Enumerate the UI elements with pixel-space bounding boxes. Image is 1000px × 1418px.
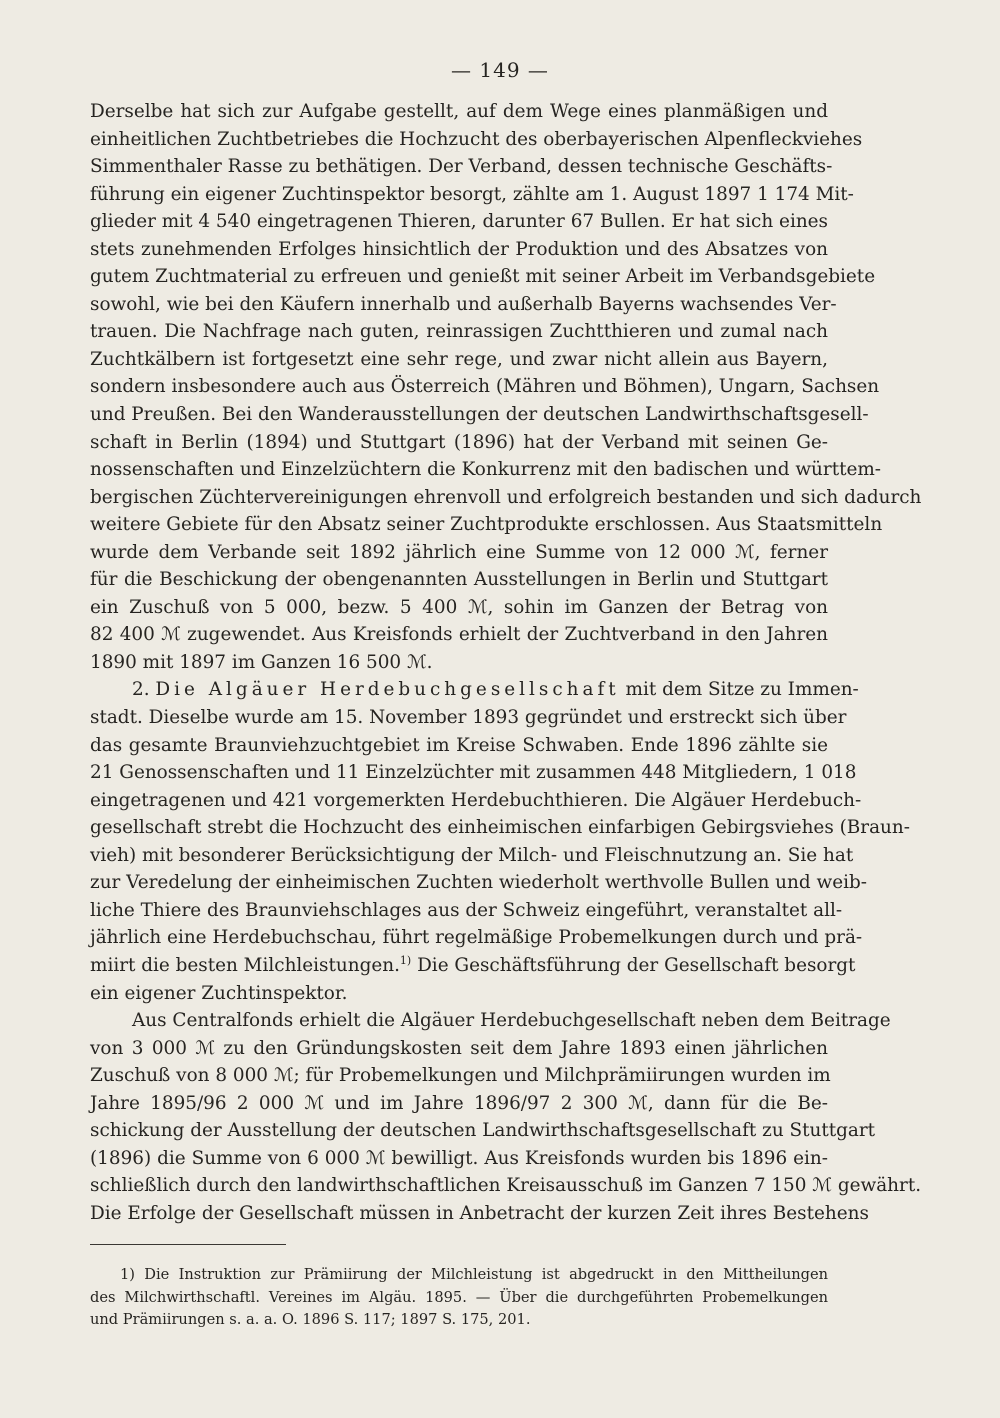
text-line: führung ein eigener Zuchtinspektor besorgt, zählte am 1. August 1897 1 174 Mit- bbox=[90, 183, 854, 205]
text-line: schickung der Ausstellung der deutschen Landwirthschaftsgesellschaft zu Stuttgart bbox=[90, 1120, 876, 1142]
text-line: (1896) die Summe von 6 000 ℳ bewilligt. Aus Kreisfonds wurden bis 1896 ein- bbox=[90, 1147, 828, 1169]
text-line: und Preußen. Bei den Wanderausstellungen der deutschen Landwirthschaftsgesell- bbox=[90, 404, 869, 426]
text-fragment: miirt die besten Milchleistungen. bbox=[90, 954, 400, 976]
text-fragment: Die Geschäftsführung der Gesellschaft besorgt bbox=[411, 954, 856, 976]
footnote-line: 1) Die Instruktion zur Prämiirung der Milchleistung ist abgedruckt in den Mittheilungen bbox=[120, 1266, 828, 1283]
text-line: liche Thiere des Braunviehschlages aus der Schweiz eingeführt, veranstaltet all- bbox=[90, 899, 843, 921]
text-line: Jahre 1895/96 2 000 ℳ und im Jahre 1896/97 2 300 ℳ, dann für die Be- bbox=[90, 1092, 828, 1114]
text-line: 82 400 ℳ zugewendet. Aus Kreisfonds erhielt der Zuchtverband in den Jahren bbox=[90, 624, 828, 646]
text-line: Simmenthaler Rasse zu bethätigen. Der Verband, dessen technische Geschäfts- bbox=[90, 156, 833, 178]
text-line: 21 Genossenschaften und 11 Einzelzüchter mit zusammen 448 Mitgliedern, 1 018 bbox=[90, 762, 857, 784]
text-line: vieh) mit besonderer Berücksichtigung der Milch- und Fleischnutzung an. Sie hat bbox=[90, 844, 854, 866]
text-line: stets zunehmenden Erfolges hinsichtlich der Produktion und des Absatzes von bbox=[90, 238, 828, 260]
text-line: eingetragenen und 421 vorgemerkten Herdebuchthieren. Die Algäuer Herdebuch- bbox=[90, 789, 862, 811]
footnote-line: und Prämiirungen s. a. a. O. 1896 S. 117; 1897 S. 175, 201. bbox=[90, 1311, 531, 1328]
text-line: Zuschuß von 8 000 ℳ; für Probemelkungen und Milchprämiirungen wurden im bbox=[90, 1065, 831, 1087]
text-line: gesellschaft strebt die Hochzucht des einheimischen einfarbigen Gebirgsviehes (Braun- bbox=[90, 817, 910, 839]
text-line: trauen. Die Nachfrage nach guten, reinrassigen Zuchtthieren und zumal nach bbox=[90, 321, 828, 343]
text-line: das gesamte Braunviehzuchtgebiet im Kreise Schwaben. Ende 1896 zählte sie bbox=[90, 734, 828, 756]
text-line: stadt. Dieselbe wurde am 15. November 1893 gegründet und erstreckt sich über bbox=[90, 707, 847, 729]
section-title: Die Algäuer Herdebuchgesellschaft bbox=[155, 679, 620, 701]
text-line: jährlich eine Herdebuchschau, führt regelmäßige Probemelkungen durch und prä- bbox=[90, 927, 863, 949]
section-heading-line bbox=[90, 676, 859, 704]
text-line: ein Zuschuß von 5 000, bezw. 5 400 ℳ, sohin im Ganzen der Betrag von bbox=[90, 596, 828, 618]
main-text bbox=[90, 98, 922, 1227]
text-line: weitere Gebiete für den Absatz seiner Zuchtprodukte erschlossen. Aus Staatsmitteln bbox=[90, 514, 883, 536]
text-line: glieder mit 4 540 eingetragenen Thieren, darunter 67 Bullen. Er hat sich eines bbox=[90, 211, 828, 233]
text-line: Aus Centralfonds erhielt die Algäuer Herdebuchgesellschaft neben dem Beitrage bbox=[132, 1010, 891, 1032]
text-line: schaft in Berlin (1894) und Stuttgart (1896) hat der Verband mit seinen Ge- bbox=[90, 431, 828, 453]
text-line: Derselbe hat sich zur Aufgabe gestellt, auf dem Wege eines planmäßigen und bbox=[90, 101, 828, 122]
text-line: für die Beschickung der obengenannten Ausstellungen in Berlin und Stuttgart bbox=[90, 569, 828, 591]
text-line: sowohl, wie bei den Käufern innerhalb und außerhalb Bayerns wachsendes Ver- bbox=[90, 293, 837, 315]
text-line: von 3 000 ℳ zu den Gründungskosten seit dem Jahre 1893 einen jährlichen bbox=[90, 1037, 828, 1059]
footnote-marker: 1) bbox=[399, 953, 412, 967]
text-line: gutem Zuchtmaterial zu erfreuen und genießt mit seiner Arbeit im Verbandsgebiete bbox=[90, 266, 876, 288]
text-line: wurde dem Verbande seit 1892 jährlich eine Summe von 12 000 ℳ, ferner bbox=[90, 541, 828, 563]
footnotes bbox=[90, 1264, 828, 1332]
text-line: schließlich durch den landwirthschaftlichen Kreisausschuß im Ganzen 7 150 ℳ gewährt. bbox=[90, 1175, 922, 1197]
footnote-rule bbox=[90, 1244, 286, 1245]
text-line: einheitlichen Zuchtbetriebes die Hochzucht des oberbayerischen Alpenfleckviehes bbox=[90, 128, 863, 150]
page-number: — 149 — bbox=[451, 58, 549, 82]
text-line: Zuchtkälbern ist fortgesetzt eine sehr rege, und zwar nicht allein aus Bayern, bbox=[90, 348, 828, 370]
text-line: ein eigener Zuchtinspektor. bbox=[90, 982, 348, 1004]
text-line-with-footnote bbox=[90, 952, 856, 980]
text-line: zur Veredelung der einheimischen Zuchten wiederholt werthvolle Bullen und weib- bbox=[90, 872, 867, 894]
text-line: bergischen Züchtervereinigungen ehrenvoll und erfolgreich bestanden und sich dadurch bbox=[90, 486, 922, 508]
section-number: 2. bbox=[132, 679, 150, 701]
section-heading-rest: mit dem Sitze zu Immen- bbox=[625, 679, 859, 701]
text-line: sondern insbesondere auch aus Österreich (Mähren und Böhmen), Ungarn, Sachsen bbox=[90, 376, 880, 398]
text-line: Die Erfolge der Gesellschaft müssen in Anbetracht der kurzen Zeit ihres Bestehens bbox=[90, 1202, 869, 1224]
text-line: 1890 mit 1897 im Ganzen 16 500 ℳ. bbox=[90, 651, 433, 673]
footnote-line: des Milchwirthschaftl. Vereines im Algäu. 1895. — Über die durchgeführten Probemelkungen bbox=[90, 1288, 828, 1306]
text-line: nossenschaften und Einzelzüchtern die Konkurrenz mit den badischen und württem- bbox=[90, 459, 882, 481]
